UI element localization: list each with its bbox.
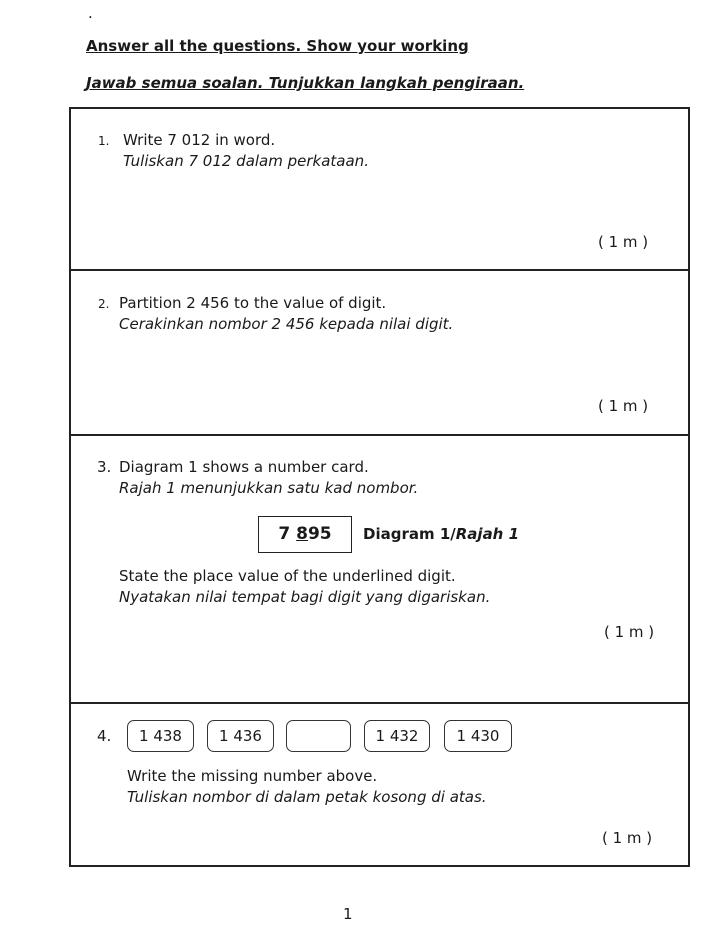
sequence-box-5: 1 430 bbox=[444, 720, 512, 752]
question-4-text bbox=[127, 766, 487, 808]
question-3-text bbox=[119, 457, 418, 499]
question-2-marks: ( 1 m ) bbox=[598, 397, 649, 415]
question-1-box bbox=[69, 107, 690, 271]
question-4-text-ms: Tuliskan nombor di dalam petak kosong di atas. bbox=[127, 788, 487, 806]
question-2-text-en: Partition 2 456 to the value of digit. bbox=[119, 294, 387, 312]
question-4-marks: ( 1 m ) bbox=[602, 829, 653, 847]
number-card-before: 7 bbox=[278, 524, 297, 544]
question-1-text bbox=[123, 130, 369, 172]
question-1-number: 1. bbox=[98, 134, 110, 148]
question-1-marks: ( 1 m ) bbox=[598, 233, 649, 251]
question-1-text-en: Write 7 012 in word. bbox=[123, 131, 276, 149]
diagram-caption bbox=[363, 525, 519, 543]
instruction-english: Answer all the questions. Show your working bbox=[86, 37, 469, 55]
question-3-text-en: Diagram 1 shows a number card. bbox=[119, 458, 369, 476]
question-3-marks: ( 1 m ) bbox=[604, 623, 655, 641]
question-1-text-ms: Tuliskan 7 012 dalam perkataan. bbox=[123, 152, 369, 170]
question-4-text-en: Write the missing number above. bbox=[127, 767, 378, 785]
question-3-text-ms: Rajah 1 menunjukkan satu kad nombor. bbox=[119, 479, 419, 497]
question-3-number: 3. bbox=[97, 458, 112, 476]
question-2-box bbox=[69, 269, 690, 435]
question-4-box bbox=[69, 702, 690, 867]
question-3-task bbox=[119, 566, 490, 608]
page-number: 1 bbox=[343, 905, 353, 923]
question-4-number: 4. bbox=[97, 727, 112, 745]
diagram-caption-ms: Rajah 1 bbox=[455, 525, 520, 543]
question-2-number: 2. bbox=[98, 297, 110, 311]
instruction-malay: Jawab semua soalan. Tunjukkan langkah pengiraan. bbox=[86, 74, 525, 92]
header-dot: . bbox=[88, 4, 93, 22]
number-card-underlined-digit: 8 bbox=[296, 524, 308, 544]
question-2-text bbox=[119, 293, 453, 335]
question-3-box bbox=[69, 434, 690, 704]
question-3-task-en: State the place value of the underlined digit. bbox=[119, 567, 456, 585]
sequence-box-1: 1 438 bbox=[127, 720, 194, 752]
question-2-text-ms: Cerakinkan nombor 2 456 kepada nilai digit. bbox=[119, 315, 454, 333]
diagram-caption-en: Diagram 1/ bbox=[363, 525, 456, 543]
sequence-box-missing[interactable] bbox=[286, 720, 351, 752]
question-3-task-ms: Nyatakan nilai tempat bagi digit yang digariskan. bbox=[119, 588, 491, 606]
number-card-after: 95 bbox=[307, 524, 332, 544]
sequence-box-4: 1 432 bbox=[364, 720, 430, 752]
number-card bbox=[258, 516, 352, 553]
sequence-box-2: 1 436 bbox=[207, 720, 274, 752]
